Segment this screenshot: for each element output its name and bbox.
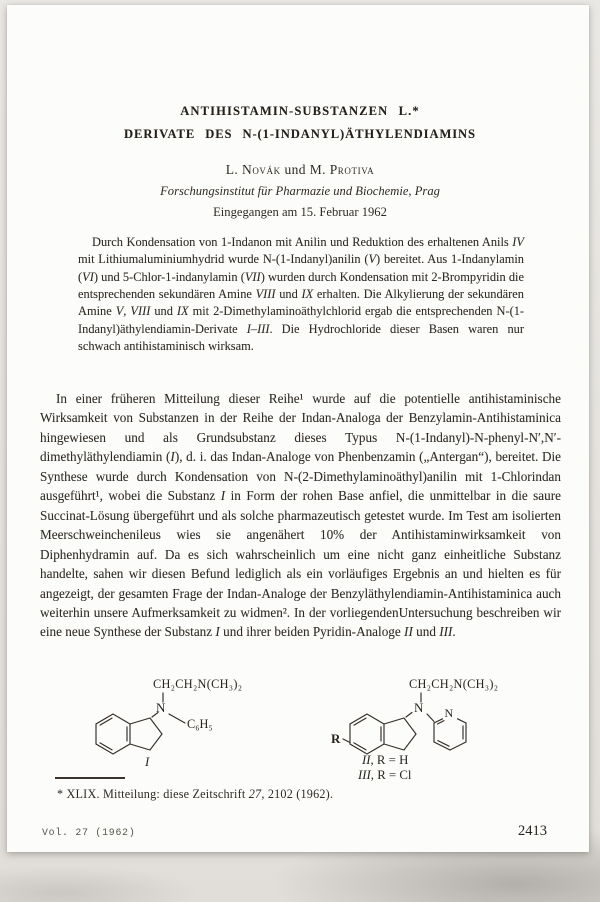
chemical-structure-I bbox=[90, 676, 290, 778]
dimethylaminoethyl-formula: CH₂CH₂N(CH₃)₂ bbox=[409, 677, 499, 691]
substituent-R-label: R bbox=[331, 731, 341, 746]
footer-page-number: 2413 bbox=[518, 823, 547, 839]
dimethylaminoethyl-formula: CH₂CH₂N(CH₃)₂ bbox=[153, 677, 243, 691]
structure-label-III: III, R = Cl bbox=[358, 768, 412, 782]
footer-volume-label: Vol. 27 (1962) bbox=[42, 827, 136, 838]
footnote-rule bbox=[55, 777, 125, 779]
structure-label-I: I bbox=[145, 755, 150, 769]
body-paragraph: In einer früheren Mitteilung dieser Reihe¹ wurde auf die potentielle antihistaminische Wirksamkeit von Substanzen in der Reihe der Indan-Analoga der Benzylamin-Antihistaminica hingewiesen und als Grundsubstanz dieses Typus N-(1-Indanyl)-N-phenyl-N′,N′-dimethyläthylendiamin (I), d. i. das Indan-Analoge von Phenbenzamin („Antergan“), bereitet. Die Synthese wurde durch Kondensation von N-(2-Dimethylaminoäthyl)anilin mit 1-Chlorindan ausgeführt¹, wobei die Substanz I in Form der rohen Base anfiel, die unmittelbar in die saure Succinat-Lösung übergeführt und als solche pharmazeutisch getestet wurde. Im Test am isolierten Meerschweinchenileus wies sie angenähert 10% der Antihistaminwirksamkeit von Diphenhydramin auf. Da es sich wahrscheinlich um eine nicht ganz einheitliche Substanz handelte, sahen wir diesen Befund lediglich als ein vorläufiges Ergebnis an und hielten es für angezeigt, der gesamten Frage der Indan-Analoge der Benzyläthylendiamin-Antihistaminica auch weiterhin unsere Aufmerksamkeit zu widmen². In der vorliegendenUntersuchung beschreiben wir eine neue Synthese der Substanz I und ihrer beiden Pyridin-Analoge II und III. bbox=[40, 391, 562, 640]
chemical-structure-II-III bbox=[330, 676, 550, 788]
footnote-text: * XLIX. Mitteilung: diese Zeitschrift 27, 2102 (1962). bbox=[57, 787, 334, 801]
received-date-line: Eingegangen am 15. Februar 1962 bbox=[213, 205, 387, 219]
structure-label-II: II, R = H bbox=[362, 753, 409, 767]
article-title-line1: ANTIHISTAMIN-SUBSTANZEN L.* bbox=[180, 104, 420, 118]
affiliation-line: Forschungsinstitut für Pharmazie und Biochemie, Prag bbox=[160, 184, 440, 198]
authors-line: L. Novák und M. Protiva bbox=[225, 162, 375, 177]
article-title-line2: DERIVATE DES N-(1-INDANYL)ÄTHYLENDIAMINS bbox=[124, 127, 476, 141]
phenyl-group-label: C₆H₅ bbox=[187, 717, 213, 731]
abstract-paragraph: Durch Kondensation von 1-Indanon mit Anilin und Reduktion des erhaltenen Anils IV mit Lithiumaluminiumhydrid wurde N-(1-Indanyl)anilin (V) bereitet. Aus 1-Indanylamin (VI) und 5-Chlor-1-indanylamin (VII) wurden durch Kondensation mit 2-Brompyridin die entsprechenden sekundären Amine VIII und IX erhalten. Die Alkylierung der sekundären Amine V, VIII und IX mit 2-Dimethylaminoäthylchlorid ergab die entsprechenden N-(1-Indanyl)äthylendiamin-Derivate I–III. Die Hydrochloride dieser Basen waren nur schwach antihistaminisch wirksam. bbox=[78, 235, 525, 354]
amine-nitrogen-label: N bbox=[156, 700, 166, 715]
amine-nitrogen-label: N bbox=[414, 700, 424, 715]
pyridine-nitrogen-label: N bbox=[444, 706, 454, 720]
